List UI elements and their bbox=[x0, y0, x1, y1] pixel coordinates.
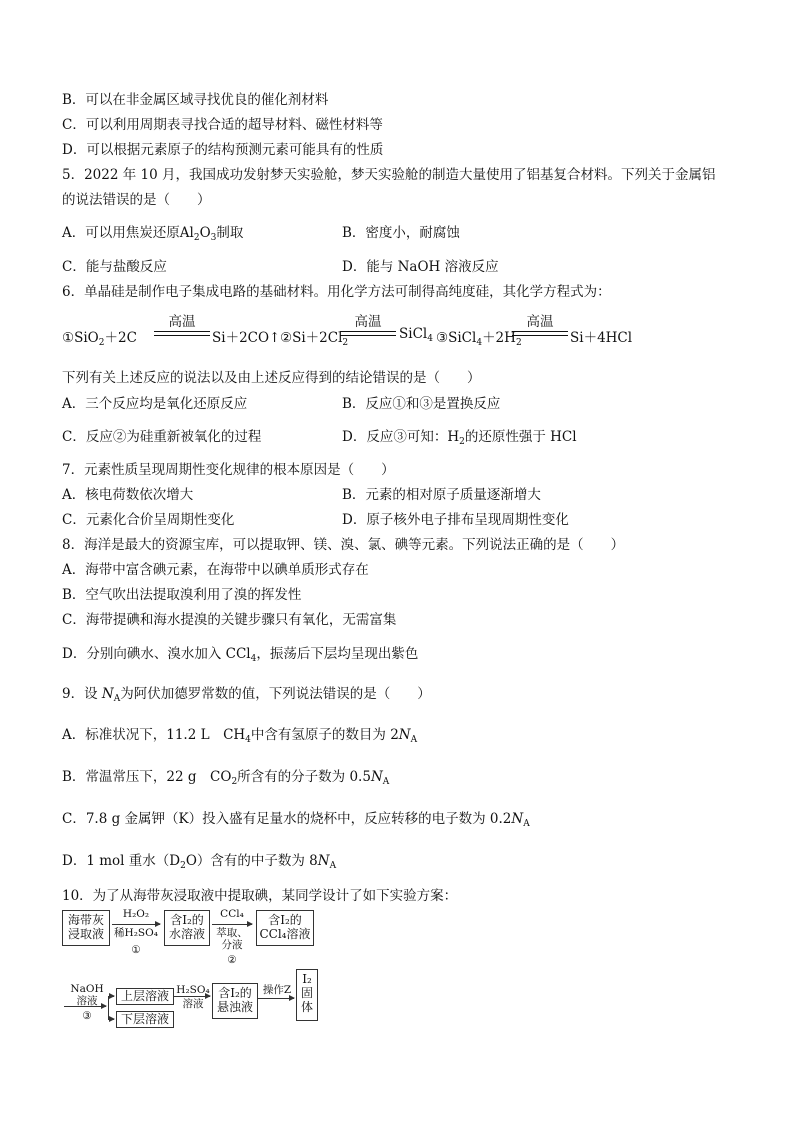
q8-stem: 8．海洋是最大的资源宝库，可以提取钾、镁、溴、氯、碘等元素。下列说法正确的是（ ） bbox=[62, 537, 625, 553]
q4-option-d: D．可以根据元素原子的结构预测元素可能具有的性质 bbox=[62, 142, 384, 158]
step2-label-top: CCl₄ bbox=[220, 908, 244, 920]
step2-label-mid1: 萃取、 bbox=[216, 927, 248, 939]
step3-label-1: NaOH bbox=[70, 983, 104, 995]
q5-option-d: D．能与 NaOH 溶液反应 bbox=[342, 259, 499, 275]
q6-equations bbox=[62, 310, 702, 350]
branch-arrow-upper bbox=[108, 996, 114, 997]
q9-stem: 9．设 $N_A$为阿伏加德罗常数的值，下列说法错误的是（ ） bbox=[62, 686, 431, 704]
eq2-products: SiCl$_4$ bbox=[399, 326, 433, 344]
q6-option-c: C．反应②为硅重新被氧化的过程 bbox=[62, 429, 262, 445]
step3-label-2: 溶液 bbox=[76, 995, 98, 1007]
eq3-equals-sign bbox=[512, 331, 568, 336]
q6-option-b: B．反应①和③是置换反应 bbox=[342, 396, 501, 412]
eq1-equals-sign bbox=[154, 331, 210, 336]
q7-option-a: A．核电荷数依次增大 bbox=[62, 487, 194, 503]
eq2-condition: 高温 bbox=[354, 314, 382, 330]
q8-option-d: D．分别向碘水、溴水加入 CCl$_4$，振荡后下层均呈现出紫色 bbox=[62, 646, 419, 664]
q5-option-c: C．能与盐酸反应 bbox=[62, 259, 167, 275]
q5-option-b: B．密度小，耐腐蚀 bbox=[342, 225, 460, 241]
step4-label-2: 溶液 bbox=[182, 998, 204, 1010]
q6-option-a: A．三个反应均是氧化还原反应 bbox=[62, 396, 248, 412]
q7-option-c: C．元素化合价呈周期性变化 bbox=[62, 512, 235, 528]
eq1-reactants: ①SiO$_2$＋2C bbox=[62, 330, 137, 348]
step2-label-mid2: 分液 bbox=[221, 939, 243, 951]
step1-label-mid: 稀H₂SO₄ bbox=[114, 927, 158, 939]
box-iodine-ccl4: 含I₂的 CCl₄溶液 bbox=[256, 910, 314, 946]
q5-option-a: A．可以用焦炭还原$Al_2O_3$制取 bbox=[62, 225, 244, 243]
box-kelp-ash-extract: 海带灰 浸取液 bbox=[62, 910, 110, 946]
q10-stem: 10．为了从海带灰浸取液中提取碘，某同学设计了如下实验方案： bbox=[62, 888, 458, 904]
box-iodine-aqueous: 含I₂的 水溶液 bbox=[164, 910, 210, 946]
q9-option-c: C．7.8 g 金属钾（K）投入盛有足量水的烧杯中，反应转移的电子数为 $0.2N_A$ bbox=[62, 811, 530, 829]
q6-ask: 下列有关上述反应的说法以及由上述反应得到的结论错误的是（ ） bbox=[62, 370, 481, 386]
step5-label: 操作Z bbox=[262, 984, 292, 996]
box-upper-layer: 上层溶液 bbox=[116, 988, 174, 1005]
q7-stem: 7．元素性质呈现周期性变化规律的根本原因是（ ） bbox=[62, 462, 395, 478]
step3-arrow bbox=[64, 1006, 106, 1007]
q9-option-a: A．标准状况下，11.2 L $CH_4$中含有氢原子的数目为 $2N_A$ bbox=[62, 727, 418, 745]
eq1-products: Si＋2CO↑ bbox=[212, 330, 281, 346]
q7-option-d: D．原子核外电子排布呈现周期性变化 bbox=[342, 512, 569, 528]
branch-arrow-lower bbox=[108, 1019, 114, 1020]
eq1-condition: 高温 bbox=[168, 314, 196, 330]
step2-arrow bbox=[212, 924, 252, 925]
step1-number: ① bbox=[131, 944, 141, 956]
q8-option-b: B．空气吹出法提取溴利用了溴的挥发性 bbox=[62, 587, 302, 603]
step3-number: ③ bbox=[82, 1010, 92, 1022]
q5-stem-line1: 5．2022 年 10 月，我国成功发射梦天实验舱，梦天实验舱的制造大量使用了铝基复合材料。下列关于金属铝 bbox=[62, 167, 716, 183]
q9-option-b: B．常温常压下，22 g $CO_2$所含有的分子数为 $0.5N_A$ bbox=[62, 769, 390, 787]
q7-option-b: B．元素的相对原子质量逐渐增大 bbox=[342, 487, 541, 503]
q8-option-c: C．海带提碘和海水提溴的关键步骤只有氧化，无需富集 bbox=[62, 612, 397, 628]
step1-label-top: H₂O₂ bbox=[122, 908, 150, 920]
step4-arrow bbox=[174, 996, 210, 997]
q5-stem-line2: 的说法错误的是（ ） bbox=[62, 192, 211, 208]
step2-number: ② bbox=[227, 954, 237, 966]
q9-option-d: D．1 mol 重水$(D_2O)$含有的中子数为 $8N_A$ bbox=[62, 853, 337, 871]
q6-option-d: D．反应③可知：$H_2$的还原性强于 HCl bbox=[342, 429, 577, 447]
step4-label-1: H₂SO₄ bbox=[176, 984, 210, 996]
step1-arrow bbox=[112, 924, 160, 925]
q4-option-b: B．可以在非金属区域寻找优良的催化剂材料 bbox=[62, 92, 329, 108]
eq2-equals-sign bbox=[340, 331, 396, 336]
eq3-products: Si＋4HCl bbox=[570, 330, 633, 346]
step5-arrow bbox=[258, 998, 294, 999]
q8-option-a: A．海带中富含碘元素，在海带中以碘单质形式存在 bbox=[62, 562, 369, 578]
q6-stem: 6．单晶硅是制作电子集成电路的基础材料。用化学方法可制得高纯度硅，其化学方程式为： bbox=[62, 284, 611, 300]
box-iodine-solid: I₂ 固 体 bbox=[296, 969, 318, 1021]
q4-option-c: C．可以利用周期表寻找合适的超导材料、磁性材料等 bbox=[62, 117, 383, 133]
box-iodine-suspension: 含I₂的 悬浊液 bbox=[212, 983, 258, 1019]
box-lower-layer: 下层溶液 bbox=[116, 1011, 174, 1028]
eq3-condition: 高温 bbox=[526, 314, 554, 330]
eq2-reactants: $②Si+2Cl_2$ bbox=[280, 330, 349, 348]
eq3-reactants: $③SiCl_4+2H_2$ bbox=[436, 330, 522, 348]
